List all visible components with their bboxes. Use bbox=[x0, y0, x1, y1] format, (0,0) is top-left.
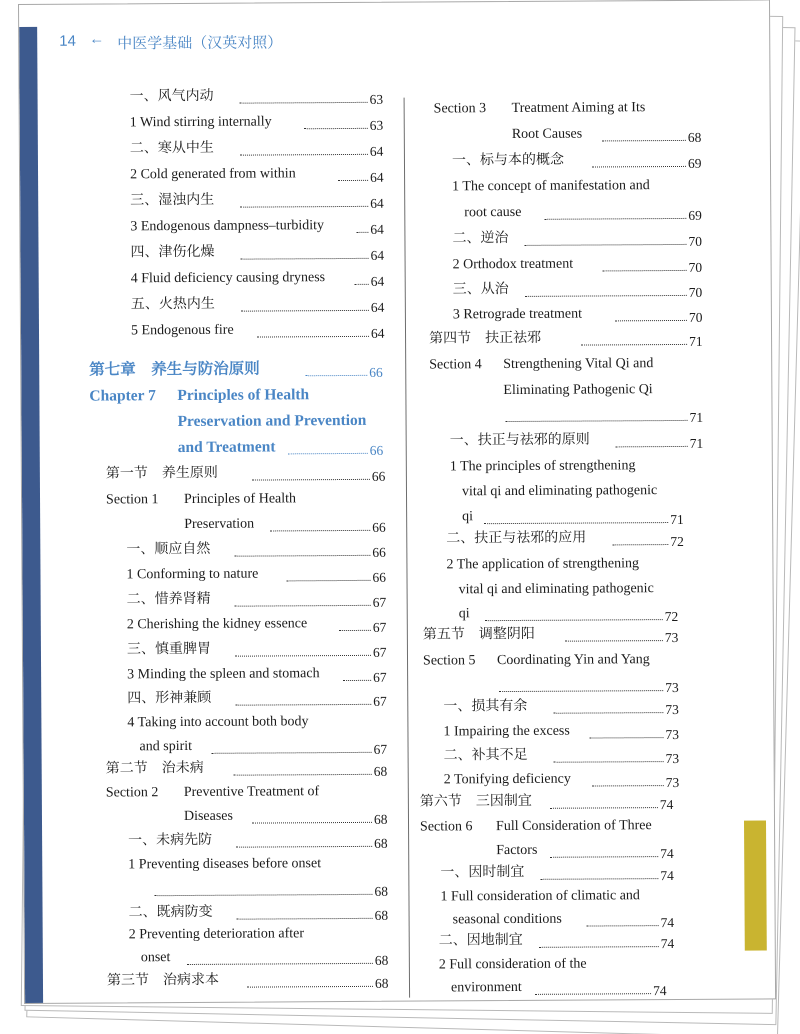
toc-page: 74 bbox=[652, 983, 667, 999]
spine-stripe bbox=[19, 27, 43, 1004]
toc-page: 71 bbox=[670, 511, 684, 528]
toc-page: 66 bbox=[371, 468, 386, 484]
section-label-en: Section 4 bbox=[429, 357, 482, 373]
toc-page: 66 bbox=[369, 364, 383, 380]
toc-entry-cn: 二、寒从中生 bbox=[129, 140, 214, 157]
section-title-en: Principles of Health bbox=[183, 491, 297, 507]
toc-page: 68 bbox=[374, 907, 389, 923]
toc-entry-en: 2 Cold generated from within bbox=[129, 166, 296, 183]
toc-leader bbox=[589, 737, 663, 738]
section-title-en: Strengthening Vital Qi and bbox=[503, 356, 654, 373]
toc-leader bbox=[565, 640, 663, 642]
toc-entry-en: 3 Endogenous dampness–turbidity bbox=[130, 218, 325, 235]
toc-entry-en: 2 The application of strengthening bbox=[446, 556, 640, 573]
toc-page: 67 bbox=[373, 693, 387, 709]
toc-entry-cn: 三、从治 bbox=[452, 282, 509, 298]
toc-leader bbox=[616, 446, 688, 447]
toc-page: 67 bbox=[372, 594, 387, 610]
toc-page: 64 bbox=[370, 247, 385, 263]
toc-entry-en: 1 Full consideration of climatic and bbox=[440, 888, 640, 905]
toc-page: 73 bbox=[665, 726, 680, 743]
toc-leader bbox=[240, 206, 368, 208]
toc-page: 70 bbox=[688, 284, 703, 300]
toc-page: 74 bbox=[660, 915, 675, 931]
toc-entry-cn: 四、形神兼顾 bbox=[127, 690, 212, 707]
toc-leader bbox=[234, 774, 372, 776]
toc-entry-cn: 一、标与本的概念 bbox=[451, 152, 565, 169]
section-title-cn: 第五节 调整阴阳 bbox=[422, 626, 535, 643]
toc-page: 73 bbox=[664, 629, 679, 646]
book-title: 中医学基础（汉英对照） bbox=[117, 35, 283, 53]
section-label-en: Section 2 bbox=[105, 785, 159, 801]
toc-leader bbox=[235, 605, 371, 607]
toc-page: 70 bbox=[688, 233, 703, 249]
toc-entry-en: 1 Preventing diseases before onset bbox=[128, 856, 322, 873]
toc-leader bbox=[615, 320, 687, 321]
toc-entry-en-cont: vital qi and eliminating pathogenic bbox=[461, 483, 658, 500]
toc-entry-en: 2 Full consideration of the bbox=[438, 956, 587, 973]
toc-entry-en: 1 The principles of strengthening bbox=[449, 458, 636, 475]
section-label-en: Section 6 bbox=[419, 819, 473, 835]
toc-leader bbox=[356, 232, 368, 233]
toc-entry-cn: 三、湿浊内生 bbox=[130, 192, 215, 209]
toc-page: 68 bbox=[373, 763, 388, 779]
toc-page: 66 bbox=[372, 569, 387, 585]
toc-leader bbox=[234, 555, 370, 557]
toc-page: 68 bbox=[373, 811, 388, 827]
section-title-cn: 第四节 扶正祛邪 bbox=[429, 330, 542, 347]
toc-page: 70 bbox=[688, 259, 703, 275]
toc-page: 74 bbox=[660, 936, 675, 952]
toc-page: 70 bbox=[688, 309, 703, 325]
toc-entry-en-cont: qi bbox=[462, 509, 474, 525]
toc-leader bbox=[252, 479, 370, 481]
section-title-en: Preservation bbox=[184, 516, 255, 532]
toc-leader bbox=[581, 344, 687, 346]
toc-page: 64 bbox=[370, 299, 385, 315]
toc-page: 71 bbox=[689, 409, 704, 425]
section-title-cn: 第六节 三因制宜 bbox=[419, 793, 532, 810]
page-number: 14 bbox=[59, 32, 76, 50]
section-title-en: Diseases bbox=[183, 808, 234, 825]
section-title-en: Treatment Aiming at Its bbox=[511, 100, 646, 116]
toc-page: 66 bbox=[372, 544, 386, 560]
toc-entry-en-cont: qi bbox=[458, 606, 470, 622]
section-title-cn: 第二节 治未病 bbox=[105, 760, 204, 777]
toc-page: 64 bbox=[370, 325, 385, 341]
toc-page: 74 bbox=[659, 797, 674, 813]
toc-leader bbox=[499, 690, 663, 692]
toc-leader bbox=[554, 761, 664, 763]
toc-leader bbox=[485, 619, 663, 621]
toc-leader bbox=[252, 822, 372, 824]
toc-leader bbox=[235, 704, 371, 706]
toc-leader bbox=[592, 166, 686, 168]
section-title-en: Factors bbox=[496, 842, 538, 859]
toc-entry-en: 2 Orthodox treatment bbox=[452, 256, 574, 273]
section-title-en: Root Causes bbox=[511, 126, 583, 142]
toc-entry-en-cont: and spirit bbox=[139, 738, 193, 755]
toc-entry-cn: 四、津伤化燥 bbox=[130, 244, 215, 261]
toc-page: 74 bbox=[660, 846, 674, 862]
toc-entry-cn: 一、风气内动 bbox=[129, 88, 214, 105]
section-title-cn: 第三节 治病求本 bbox=[106, 972, 220, 989]
toc-page: 69 bbox=[688, 207, 702, 223]
toc-entry-en: 2 Cherishing the kidney essence bbox=[126, 616, 308, 633]
toc-leader bbox=[287, 580, 371, 582]
toc-entry-en: 1 The concept of manifestation and bbox=[452, 178, 650, 195]
toc-page: 68 bbox=[374, 975, 389, 991]
toc-entry-en: 1 Wind stirring internally bbox=[129, 114, 272, 131]
toc-leader bbox=[592, 785, 664, 786]
section-label-en: Section 5 bbox=[422, 653, 476, 669]
chapter-title-en: Preservation and Prevention bbox=[177, 411, 367, 431]
toc-entry-cn: 一、扶正与祛邪的原则 bbox=[449, 432, 590, 449]
toc-leader bbox=[535, 993, 651, 995]
toc-page: 72 bbox=[670, 533, 684, 550]
toc-leader bbox=[540, 878, 658, 880]
toc-entry-cn: 二、扶正与祛邪的应用 bbox=[446, 530, 587, 547]
toc-leader bbox=[237, 918, 373, 920]
toc-entry-cn: 五、火热内生 bbox=[130, 296, 215, 313]
toc-entry-cn: 二、惜养肾精 bbox=[126, 591, 211, 608]
toc-entry-cn: 一、因时制宜 bbox=[440, 864, 525, 881]
section-label-en: Section 1 bbox=[105, 492, 159, 508]
toc-entry-en: 1 Conforming to nature bbox=[126, 566, 259, 583]
toc-entry-cn: 二、逆治 bbox=[452, 231, 509, 247]
toc-page: 66 bbox=[369, 442, 384, 458]
toc-entry-cn: 三、慎重脾胃 bbox=[126, 641, 211, 658]
toc-entry-en-cont: onset bbox=[140, 950, 171, 966]
section-title-en: Full Consideration of Three bbox=[495, 818, 652, 835]
toc-leader bbox=[154, 894, 372, 896]
toc-entry-cn: 一、未病先防 bbox=[128, 832, 213, 849]
toc-page: 68 bbox=[687, 129, 702, 145]
toc-leader bbox=[587, 925, 659, 926]
toc-page: 73 bbox=[665, 774, 680, 791]
toc-entry-en: 5 Endogenous fire bbox=[130, 322, 234, 339]
toc-entry-en: 1 Impairing the excess bbox=[443, 723, 570, 740]
edge-tab bbox=[744, 820, 767, 950]
toc-entry-en: 4 Fluid deficiency causing dryness bbox=[130, 270, 326, 287]
toc-page: 63 bbox=[369, 91, 384, 107]
toc-page: 68 bbox=[374, 883, 388, 899]
toc-leader bbox=[338, 180, 368, 181]
toc-leader bbox=[544, 218, 686, 220]
toc-page: 73 bbox=[665, 750, 680, 767]
toc-leader bbox=[603, 270, 687, 272]
toc-leader bbox=[550, 856, 658, 858]
toc-page: 71 bbox=[689, 435, 704, 451]
toc-leader bbox=[241, 310, 369, 312]
toc-entry-en: 4 Taking into account both body bbox=[127, 714, 309, 731]
toc-leader bbox=[304, 128, 368, 129]
chapter-label-en: Chapter 7 bbox=[89, 387, 156, 405]
toc-entry-en: 3 Retrograde treatment bbox=[452, 306, 583, 323]
section-title-cn: 第一节 养生原则 bbox=[105, 465, 218, 482]
toc-entry-en: 3 Minding the spleen and stomach bbox=[127, 666, 320, 683]
toc-entry-cn: 一、损其有余 bbox=[443, 698, 528, 715]
toc-page: 64 bbox=[370, 169, 384, 185]
toc-page: 64 bbox=[370, 195, 384, 211]
toc-entry-en: 2 Tonifying deficiency bbox=[443, 771, 571, 788]
toc-leader bbox=[240, 102, 368, 104]
toc-entry-cn: 二、补其不足 bbox=[443, 747, 528, 764]
toc-leader bbox=[484, 522, 668, 524]
toc-page: 67 bbox=[373, 741, 388, 757]
toc-leader bbox=[539, 946, 659, 948]
toc-leader bbox=[240, 154, 368, 156]
toc-page: 74 bbox=[660, 868, 674, 884]
toc-entry-en-cont: root cause bbox=[464, 204, 522, 221]
toc-entry-cn: 一、顺应自然 bbox=[126, 541, 211, 558]
section-title-en: Eliminating Pathogenic Qi bbox=[503, 382, 653, 399]
toc-entry-cn: 二、因地制宜 bbox=[438, 932, 523, 949]
book-page bbox=[18, 0, 776, 1004]
chapter-title-en: and Treatment bbox=[177, 438, 276, 457]
toc-leader bbox=[524, 244, 686, 246]
toc-page: 66 bbox=[372, 519, 386, 535]
toc-leader bbox=[550, 807, 658, 809]
column-divider bbox=[404, 98, 410, 998]
back-arrow-icon: ← bbox=[89, 31, 105, 48]
toc-leader bbox=[187, 963, 373, 965]
toc-entry-en: 2 Preventing deterioration after bbox=[128, 926, 305, 943]
toc-page: 73 bbox=[665, 701, 679, 718]
toc-leader bbox=[343, 680, 371, 681]
toc-page: 72 bbox=[664, 608, 679, 625]
toc-leader bbox=[236, 846, 372, 848]
toc-leader bbox=[305, 375, 367, 376]
toc-page: 67 bbox=[372, 644, 387, 660]
toc-leader bbox=[247, 986, 373, 988]
toc-page: 63 bbox=[369, 117, 384, 133]
toc-leader bbox=[602, 140, 686, 142]
toc-entry-en-cont: seasonal conditions bbox=[452, 911, 562, 928]
toc-page: 68 bbox=[374, 952, 389, 968]
toc-page: 68 bbox=[374, 835, 388, 851]
toc-leader bbox=[212, 752, 372, 754]
toc-page: 71 bbox=[689, 333, 703, 349]
toc-leader bbox=[241, 258, 369, 260]
toc-leader bbox=[612, 544, 668, 545]
toc-page: 67 bbox=[373, 669, 387, 685]
toc-leader bbox=[506, 420, 688, 422]
section-title-en: Coordinating Yin and Yang bbox=[496, 652, 650, 669]
toc-leader bbox=[339, 630, 371, 631]
toc-entry-en-cont: vital qi and eliminating pathogenic bbox=[458, 581, 654, 598]
toc-page: 64 bbox=[370, 221, 384, 237]
toc-page: 67 bbox=[372, 619, 387, 635]
toc-leader bbox=[257, 336, 369, 338]
section-title-en: Preventive Treatment of bbox=[183, 784, 320, 801]
toc-entry-en-cont: environment bbox=[450, 979, 522, 996]
toc-leader bbox=[235, 655, 371, 657]
toc-leader bbox=[525, 295, 687, 297]
toc-page: 64 bbox=[369, 143, 384, 159]
toc-page: 73 bbox=[665, 679, 679, 696]
toc-page: 69 bbox=[687, 155, 702, 171]
toc-page: 64 bbox=[370, 273, 385, 289]
toc-leader bbox=[270, 530, 370, 532]
toc-leader bbox=[553, 712, 663, 714]
chapter-title-en: Principles of Health bbox=[177, 386, 310, 405]
chapter-title-cn: 第七章 养生与防治原则 bbox=[89, 360, 260, 379]
toc-leader bbox=[288, 453, 368, 454]
section-label-en: Section 3 bbox=[433, 101, 487, 117]
toc-leader bbox=[355, 284, 369, 285]
toc-entry-cn: 二、既病防变 bbox=[128, 904, 213, 921]
